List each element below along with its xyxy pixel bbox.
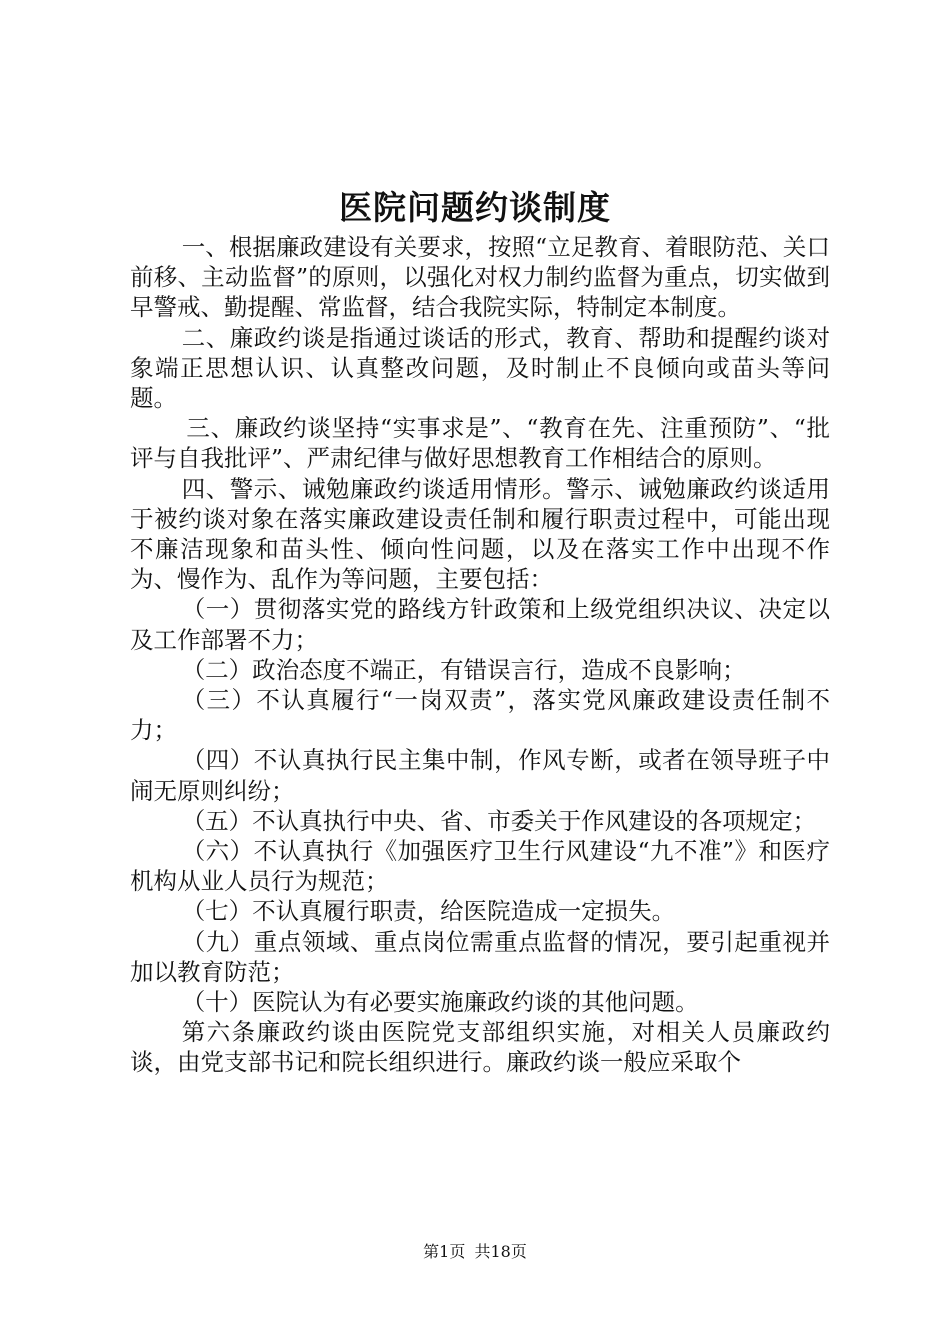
list-item-1: （一）贯彻落实党的路线方针政策和上级党组织决议、决定以及工作部署不力； [130, 595, 830, 654]
list-item-9: （九）重点领域、重点岗位需重点监督的情况，要引起重视并加以教育防范； [130, 927, 830, 986]
list-item-6: （六）不认真执行《加强医疗卫生行风建设“九不准”》和医疗机构从业人员行为规范； [130, 837, 830, 896]
page-footer [0, 1242, 950, 1262]
page-number-total: 共18页 [474, 1242, 527, 1261]
paragraph-1: 一、根据廉政建设有关要求，按照“立足教育、着眼防范、关口前移、主动监督”的原则，以强化对权力制约监督为重点，切实做到早警戒、勤提醒、常监督，结合我院实际，特制定本制度。 [130, 233, 830, 322]
paragraph-4: 四、警示、诫勉廉政约谈适用情形。警示、诫勉廉政约谈适用于被约谈对象在落实廉政建设责任制和履行职责过程中，可能出现不廉洁现象和苗头性、倾向性问题，以及在落实工作中出现不作为、慢作为、乱作为等问题，主要包括： [130, 474, 830, 594]
document-body [130, 232, 830, 1078]
list-item-3: （三）不认真履行“一岗双责”，落实党风廉政建设责任制不力； [130, 686, 830, 745]
paragraph-3: 三、廉政约谈坚持“实事求是”、“教育在先、注重预防”、“批评与自我批评”、严肃纪律与做好思想教育工作相结合的原则。 [130, 414, 830, 473]
list-item-10: （十）医院认为有必要实施廉政约谈的其他问题。 [181, 988, 699, 1017]
list-item-2: （二）政治态度不端正，有错误言行，造成不良影响； [181, 655, 746, 684]
list-item-4: （四）不认真执行民主集中制，作风专断，或者在领导班子中闹无原则纠纷； [130, 746, 830, 805]
list-item-5: （五）不认真执行中央、省、市委关于作风建设的各项规定； [181, 806, 817, 835]
paragraph-2: 二、廉政约谈是指通过谈话的形式，教育、帮助和提醒约谈对象端正思想认识、认真整改问题，及时制止不良倾向或苗头等问题。 [130, 323, 830, 413]
list-item-7: （七）不认真履行职责，给医院造成一定损失。 [181, 897, 676, 926]
document-title: 医院问题约谈制度 [339, 188, 611, 227]
paragraph-article-6: 第六条廉政约谈由医院党支部组织实施，对相关人员廉政约谈，由党支部书记和院长组织进行。廉政约谈一般应采取个 [130, 1018, 830, 1077]
page-number-current: 第1页 [423, 1242, 466, 1261]
